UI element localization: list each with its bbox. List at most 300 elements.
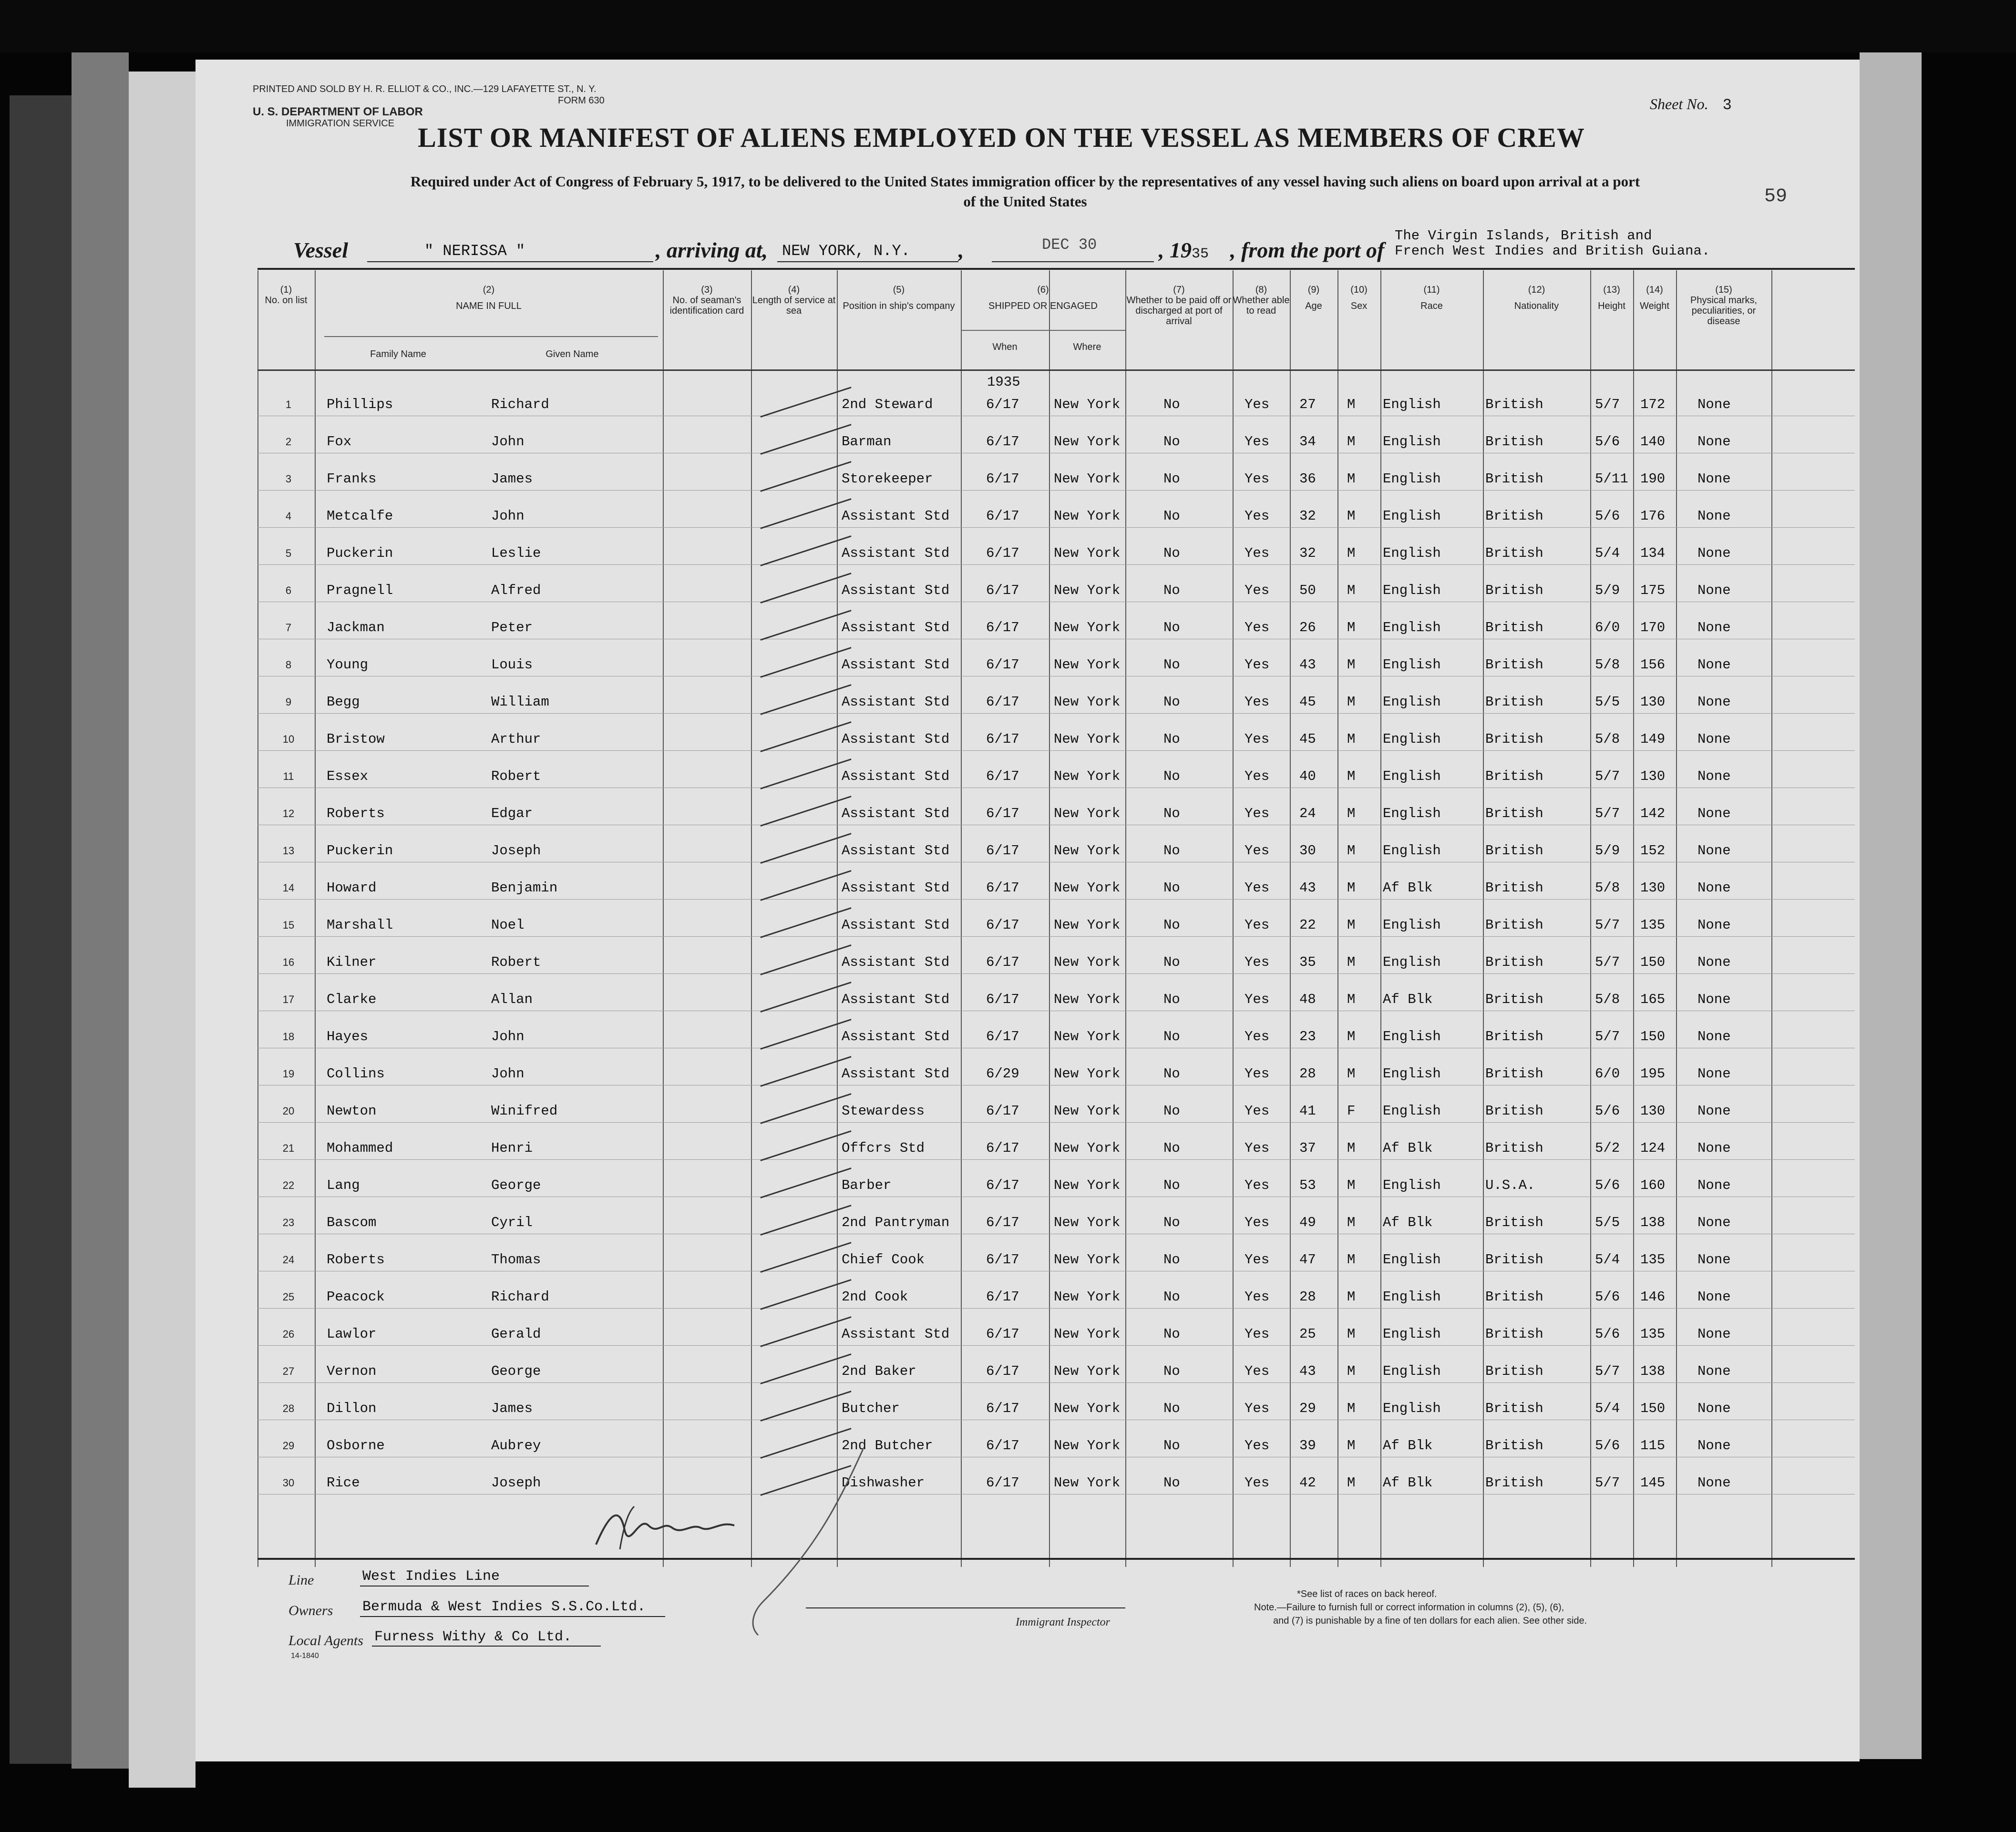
cell-where: New York (1054, 1401, 1121, 1416)
cell-nat: British (1485, 1475, 1543, 1491)
cell-height: 6/0 (1595, 620, 1620, 635)
underline (777, 261, 958, 262)
cell-age: 23 (1299, 1029, 1316, 1044)
cell-when: 6/17 (986, 434, 1019, 450)
cell-weight: 142 (1640, 806, 1666, 821)
from-port-line-1: The Virgin Islands, British and (1395, 228, 1652, 244)
cell-height: 5/6 (1595, 1326, 1620, 1342)
cell-height: 5/7 (1595, 1363, 1620, 1379)
column-rule (1049, 270, 1050, 1567)
cell-height: 5/5 (1595, 1215, 1620, 1230)
cell-position: Assistant Std (842, 583, 950, 598)
cell-weight: 130 (1640, 1103, 1666, 1119)
cell-weight: 130 (1640, 768, 1666, 784)
year-prefix: 19 (1170, 238, 1192, 262)
cell-no: 5 (285, 547, 292, 559)
row-rule (257, 1308, 1855, 1309)
cell-nat: British (1485, 1252, 1543, 1268)
cell-weight: 140 (1640, 434, 1666, 450)
arrival-port: NEW YORK, N.Y. (782, 242, 910, 260)
where-header: Where (1073, 342, 1101, 352)
cell-age: 28 (1299, 1066, 1316, 1082)
cell-read: Yes (1245, 768, 1270, 784)
column-rule (1483, 270, 1484, 1567)
cell-given: Robert (491, 954, 541, 970)
cell-read: Yes (1245, 583, 1270, 598)
cell-family: Fox (327, 434, 352, 450)
cell-nat: British (1485, 1103, 1543, 1119)
cell-weight: 135 (1640, 1326, 1666, 1342)
cell-race: Af Blk (1383, 880, 1433, 896)
cell-height: 5/5 (1595, 694, 1620, 710)
cell-where: New York (1054, 434, 1121, 450)
cell-marks: None (1697, 880, 1731, 896)
cell-no: 25 (282, 1291, 295, 1303)
cell-nat: British (1485, 657, 1543, 673)
service: IMMIGRATION SERVICE (286, 118, 395, 129)
family-name-header: Family Name (370, 349, 426, 359)
row-rule (257, 713, 1855, 714)
cell-family: Young (327, 657, 369, 673)
cell-age: 49 (1299, 1215, 1316, 1230)
col-num: (11) (1423, 285, 1440, 295)
cell-nat: British (1485, 843, 1543, 859)
cell-family: Puckerin (327, 843, 393, 859)
cell-marks: None (1697, 397, 1731, 412)
cell-when: 6/17 (986, 917, 1019, 933)
underline (360, 1616, 665, 1617)
cell-race: English (1383, 954, 1441, 970)
cell-read: Yes (1245, 992, 1270, 1007)
cell-marks: None (1697, 1215, 1731, 1230)
column-rule (961, 270, 962, 1567)
form-code: 14-1840 (291, 1652, 319, 1660)
cell-age: 45 (1299, 731, 1316, 747)
cell-read: Yes (1245, 1326, 1270, 1342)
cell-paid: No (1163, 1401, 1180, 1416)
cell-paid: No (1163, 545, 1180, 561)
cell-read: Yes (1245, 1140, 1270, 1156)
col-7-header (1125, 285, 1233, 327)
cell-position: Stewardess (842, 1103, 925, 1119)
cell-race: Af Blk (1383, 992, 1433, 1007)
col-14-header (1633, 285, 1676, 311)
cell-age: 43 (1299, 880, 1316, 896)
cell-when: 6/17 (986, 1215, 1019, 1230)
cell-position: Assistant Std (842, 620, 950, 635)
col-label: Whether to be paid off or discharged at port of arrival (1126, 295, 1232, 327)
cell-height: 5/6 (1595, 434, 1620, 450)
row-rule (257, 936, 1855, 937)
cell-age: 27 (1299, 397, 1316, 412)
cell-where: New York (1054, 508, 1121, 524)
cell-race: English (1383, 1177, 1441, 1193)
cell-read: Yes (1245, 731, 1270, 747)
col-5-header (837, 285, 961, 311)
cell-age: 39 (1299, 1438, 1316, 1453)
line-value: West Indies Line (362, 1568, 500, 1585)
column-rule (751, 270, 752, 1567)
cell-where: New York (1054, 694, 1121, 710)
col-num: (3) (701, 285, 713, 295)
cell-nat: British (1485, 471, 1543, 487)
cell-read: Yes (1245, 471, 1270, 487)
cell-sex: M (1347, 583, 1356, 598)
cell-given: John (491, 1029, 525, 1044)
cell-given: Noel (491, 917, 525, 933)
col-num: (12) (1528, 285, 1545, 295)
cell-paid: No (1163, 397, 1180, 412)
cell-no: 6 (285, 584, 292, 596)
cell-sex: M (1347, 1177, 1356, 1193)
cell-family: Howard (327, 880, 377, 896)
cell-marks: None (1697, 768, 1731, 784)
cell-paid: No (1163, 1289, 1180, 1305)
arrival-year: , 1935 (1159, 238, 1209, 262)
cell-height: 5/4 (1595, 545, 1620, 561)
cell-when: 6/29 (986, 1066, 1019, 1082)
cell-read: Yes (1245, 806, 1270, 821)
cell-read: Yes (1245, 694, 1270, 710)
cell-family: Peacock (327, 1289, 385, 1305)
binder-spine (72, 52, 129, 1769)
subtitle-line-1: Required under Act of Congress of February 5, 1917, to be delivered to the United States immigration officer by the representatives of any vessel having such aliens on board upon arrival at a port (410, 173, 1640, 190)
cell-marks: None (1697, 1401, 1731, 1416)
cell-no: 27 (282, 1365, 295, 1377)
cell-paid: No (1163, 1066, 1180, 1082)
cell-weight: 156 (1640, 657, 1666, 673)
cell-when: 6/17 (986, 731, 1019, 747)
cell-family: Osborne (327, 1438, 385, 1453)
cell-height: 5/7 (1595, 806, 1620, 821)
cell-paid: No (1163, 1140, 1180, 1156)
cell-marks: None (1697, 508, 1731, 524)
cell-family: Roberts (327, 806, 385, 821)
cell-nat: British (1485, 1326, 1543, 1342)
cell-nat: British (1485, 694, 1543, 710)
cell-position: 2nd Pantryman (842, 1215, 950, 1230)
cell-read: Yes (1245, 843, 1270, 859)
cell-height: 5/7 (1595, 917, 1620, 933)
cell-height: 5/8 (1595, 880, 1620, 896)
cell-weight: 152 (1640, 843, 1666, 859)
col-3-header (663, 285, 751, 316)
cell-read: Yes (1245, 545, 1270, 561)
cell-no: 21 (282, 1142, 295, 1154)
cell-weight: 176 (1640, 508, 1666, 524)
cell-paid: No (1163, 1252, 1180, 1268)
cell-sex: M (1347, 1252, 1356, 1268)
when-header: When (992, 342, 1018, 352)
cell-paid: No (1163, 731, 1180, 747)
col-label: No. on list (265, 295, 308, 306)
cell-where: New York (1054, 1289, 1121, 1305)
cell-when: 6/17 (986, 1177, 1019, 1193)
cell-race: English (1383, 917, 1441, 933)
cell-when: 6/17 (986, 1363, 1019, 1379)
column-rule (1676, 270, 1677, 1567)
cell-weight: 165 (1640, 992, 1666, 1007)
cell-given: Gerald (491, 1326, 541, 1342)
cell-no: 22 (282, 1179, 295, 1191)
cell-given: James (491, 1401, 533, 1416)
cell-when: 6/17 (986, 545, 1019, 561)
cell-age: 35 (1299, 954, 1316, 970)
cell-family: Bristow (327, 731, 385, 747)
cell-paid: No (1163, 806, 1180, 821)
cell-position: 2nd Baker (842, 1363, 916, 1379)
cell-position: Assistant Std (842, 992, 950, 1007)
cell-sex: M (1347, 1326, 1356, 1342)
cell-no: 11 (283, 770, 294, 782)
cell-position: Assistant Std (842, 731, 950, 747)
row-rule (257, 973, 1855, 974)
cell-read: Yes (1245, 1401, 1270, 1416)
cell-race: English (1383, 620, 1441, 635)
cell-height: 5/9 (1595, 843, 1620, 859)
cell-paid: No (1163, 1326, 1180, 1342)
cell-race: English (1383, 1401, 1441, 1416)
cell-position: 2nd Butcher (842, 1438, 933, 1453)
cell-paid: No (1163, 657, 1180, 673)
cell-sex: M (1347, 1438, 1356, 1453)
cell-age: 48 (1299, 992, 1316, 1007)
cell-given: Richard (491, 1289, 549, 1305)
cell-position: 2nd Steward (842, 397, 933, 412)
cell-where: New York (1054, 1177, 1121, 1193)
cell-where: New York (1054, 620, 1121, 635)
cell-sex: M (1347, 1066, 1356, 1082)
cell-sex: M (1347, 1401, 1356, 1416)
cell-nat: British (1485, 620, 1543, 635)
cell-where: New York (1054, 1475, 1121, 1491)
cell-given: Leslie (491, 545, 541, 561)
cell-no: 1 (285, 399, 292, 410)
cell-age: 28 (1299, 1289, 1316, 1305)
cell-height: 5/6 (1595, 1438, 1620, 1453)
cell-nat: British (1485, 731, 1543, 747)
col-num: (6) (1037, 285, 1049, 295)
cell-no: 26 (282, 1328, 295, 1340)
cell-sex: M (1347, 471, 1356, 487)
cell-nat: British (1485, 1401, 1543, 1416)
cell-sex: M (1347, 1140, 1356, 1156)
cell-read: Yes (1245, 1475, 1270, 1491)
cell-race: English (1383, 843, 1441, 859)
cell-where: New York (1054, 583, 1121, 598)
underline (992, 261, 1154, 262)
cell-age: 37 (1299, 1140, 1316, 1156)
cell-height: 5/7 (1595, 768, 1620, 784)
cell-sex: M (1347, 1363, 1356, 1379)
column-rule (1380, 270, 1381, 1567)
cell-family: Puckerin (327, 545, 393, 561)
cell-no: 14 (282, 882, 295, 894)
cell-age: 41 (1299, 1103, 1316, 1119)
cell-where: New York (1054, 1326, 1121, 1342)
cell-when: 6/17 (986, 397, 1019, 412)
cell-paid: No (1163, 1029, 1180, 1044)
cell-race: English (1383, 545, 1441, 561)
cell-family: Dillon (327, 1401, 377, 1416)
cell-marks: None (1697, 954, 1731, 970)
cell-nat: British (1485, 508, 1543, 524)
cell-paid: No (1163, 1475, 1180, 1491)
cell-where: New York (1054, 397, 1121, 412)
cell-given: John (491, 508, 525, 524)
cell-when: 6/17 (986, 1029, 1019, 1044)
cell-nat: British (1485, 545, 1543, 561)
cell-family: Kilner (327, 954, 377, 970)
page-subtitle (310, 172, 1740, 212)
cell-given: John (491, 434, 525, 450)
cell-weight: 130 (1640, 694, 1666, 710)
cell-marks: None (1697, 917, 1731, 933)
cell-paid: No (1163, 694, 1180, 710)
cell-position: Assistant Std (842, 545, 950, 561)
cell-sex: M (1347, 434, 1356, 450)
cell-height: 5/6 (1595, 1103, 1620, 1119)
cell-height: 5/8 (1595, 657, 1620, 673)
agents-value: Furness Withy & Co Ltd. (374, 1629, 572, 1645)
cell-family: Metcalfe (327, 508, 393, 524)
cell-weight: 195 (1640, 1066, 1666, 1082)
cell-position: Butcher (842, 1401, 900, 1416)
cell-marks: None (1697, 583, 1731, 598)
cell-where: New York (1054, 954, 1121, 970)
cell-no: 9 (285, 696, 292, 708)
cell-height: 5/7 (1595, 1029, 1620, 1044)
col-num: (13) (1603, 285, 1620, 295)
row-rule (257, 527, 1855, 528)
col-num: (14) (1646, 285, 1663, 295)
cell-age: 22 (1299, 917, 1316, 933)
cell-no: 2 (285, 436, 292, 448)
cell-weight: 150 (1640, 1029, 1666, 1044)
year-header: 1935 (987, 374, 1020, 390)
cell-nat: British (1485, 1029, 1543, 1044)
cell-given: Joseph (491, 843, 541, 859)
cell-where: New York (1054, 768, 1121, 784)
cell-read: Yes (1245, 657, 1270, 673)
cell-marks: None (1697, 1475, 1731, 1491)
cell-where: New York (1054, 880, 1121, 896)
cell-race: English (1383, 1066, 1441, 1082)
cell-given: George (491, 1363, 541, 1379)
cell-no: 3 (285, 473, 292, 485)
cell-position: Assistant Std (842, 1326, 950, 1342)
cell-marks: None (1697, 992, 1731, 1007)
cell-age: 47 (1299, 1252, 1316, 1268)
cell-no: 24 (282, 1254, 295, 1266)
cell-where: New York (1054, 1029, 1121, 1044)
cell-given: Joseph (491, 1475, 541, 1491)
cell-when: 6/17 (986, 880, 1019, 896)
cell-when: 6/17 (986, 1438, 1019, 1453)
cell-where: New York (1054, 843, 1121, 859)
column-rule (315, 270, 316, 1567)
cell-race: English (1383, 434, 1441, 450)
cell-race: Af Blk (1383, 1475, 1433, 1491)
cell-position: Barman (842, 434, 892, 450)
cell-position: Offcrs Std (842, 1140, 925, 1156)
cell-position: Assistant Std (842, 917, 950, 933)
cell-sex: M (1347, 880, 1356, 896)
cell-no: 30 (282, 1477, 295, 1489)
cell-family: Lawlor (327, 1326, 377, 1342)
cell-position: Assistant Std (842, 508, 950, 524)
cell-nat: U.S.A. (1485, 1177, 1535, 1193)
year-suffix: 35 (1192, 246, 1209, 262)
cell-nat: British (1485, 1363, 1543, 1379)
cell-marks: None (1697, 620, 1731, 635)
cell-marks: None (1697, 1289, 1731, 1305)
column-rule (1337, 270, 1338, 1567)
cell-marks: None (1697, 1177, 1731, 1193)
column-rule (1771, 270, 1772, 1567)
department: U. S. DEPARTMENT OF LABOR (253, 105, 423, 118)
cell-when: 6/17 (986, 992, 1019, 1007)
cell-when: 6/17 (986, 1475, 1019, 1491)
cell-position: Assistant Std (842, 880, 950, 896)
cell-age: 32 (1299, 545, 1316, 561)
cell-when: 6/17 (986, 1289, 1019, 1305)
cell-race: Af Blk (1383, 1215, 1433, 1230)
cell-where: New York (1054, 1215, 1121, 1230)
cell-sex: M (1347, 768, 1356, 784)
cell-paid: No (1163, 768, 1180, 784)
cell-nat: British (1485, 1438, 1543, 1453)
col-num: (7) (1173, 285, 1185, 295)
cell-family: Clarke (327, 992, 377, 1007)
col-9-header (1290, 285, 1337, 311)
column-rule (1633, 270, 1634, 1567)
cell-weight: 190 (1640, 471, 1666, 487)
cell-position: Dishwasher (842, 1475, 925, 1491)
col-num: (8) (1255, 285, 1267, 295)
arrival-date: DEC 30 (1042, 236, 1097, 254)
cell-age: 26 (1299, 620, 1316, 635)
cell-marks: None (1697, 1103, 1731, 1119)
column-rule (1233, 270, 1234, 1567)
cell-paid: No (1163, 954, 1180, 970)
cell-family: Franks (327, 471, 377, 487)
col-label: Length of service at sea (752, 295, 836, 316)
cell-weight: 130 (1640, 880, 1666, 896)
cell-race: English (1383, 508, 1441, 524)
col-10-header (1337, 285, 1380, 311)
cell-race: Af Blk (1383, 1140, 1433, 1156)
cell-sex: M (1347, 731, 1356, 747)
cell-sex: M (1347, 694, 1356, 710)
cell-weight: 135 (1640, 1252, 1666, 1268)
cell-weight: 172 (1640, 397, 1666, 412)
cell-weight: 124 (1640, 1140, 1666, 1156)
cell-paid: No (1163, 843, 1180, 859)
cell-read: Yes (1245, 1177, 1270, 1193)
cell-nat: British (1485, 768, 1543, 784)
cell-where: New York (1054, 1140, 1121, 1156)
cell-age: 36 (1299, 471, 1316, 487)
cell-race: English (1383, 731, 1441, 747)
cell-no: 13 (282, 845, 295, 857)
cell-no: 8 (285, 659, 292, 671)
cell-position: Chief Cook (842, 1252, 925, 1268)
cell-height: 5/7 (1595, 1475, 1620, 1491)
cell-read: Yes (1245, 1252, 1270, 1268)
cell-where: New York (1054, 657, 1121, 673)
cell-no: 12 (282, 808, 295, 819)
